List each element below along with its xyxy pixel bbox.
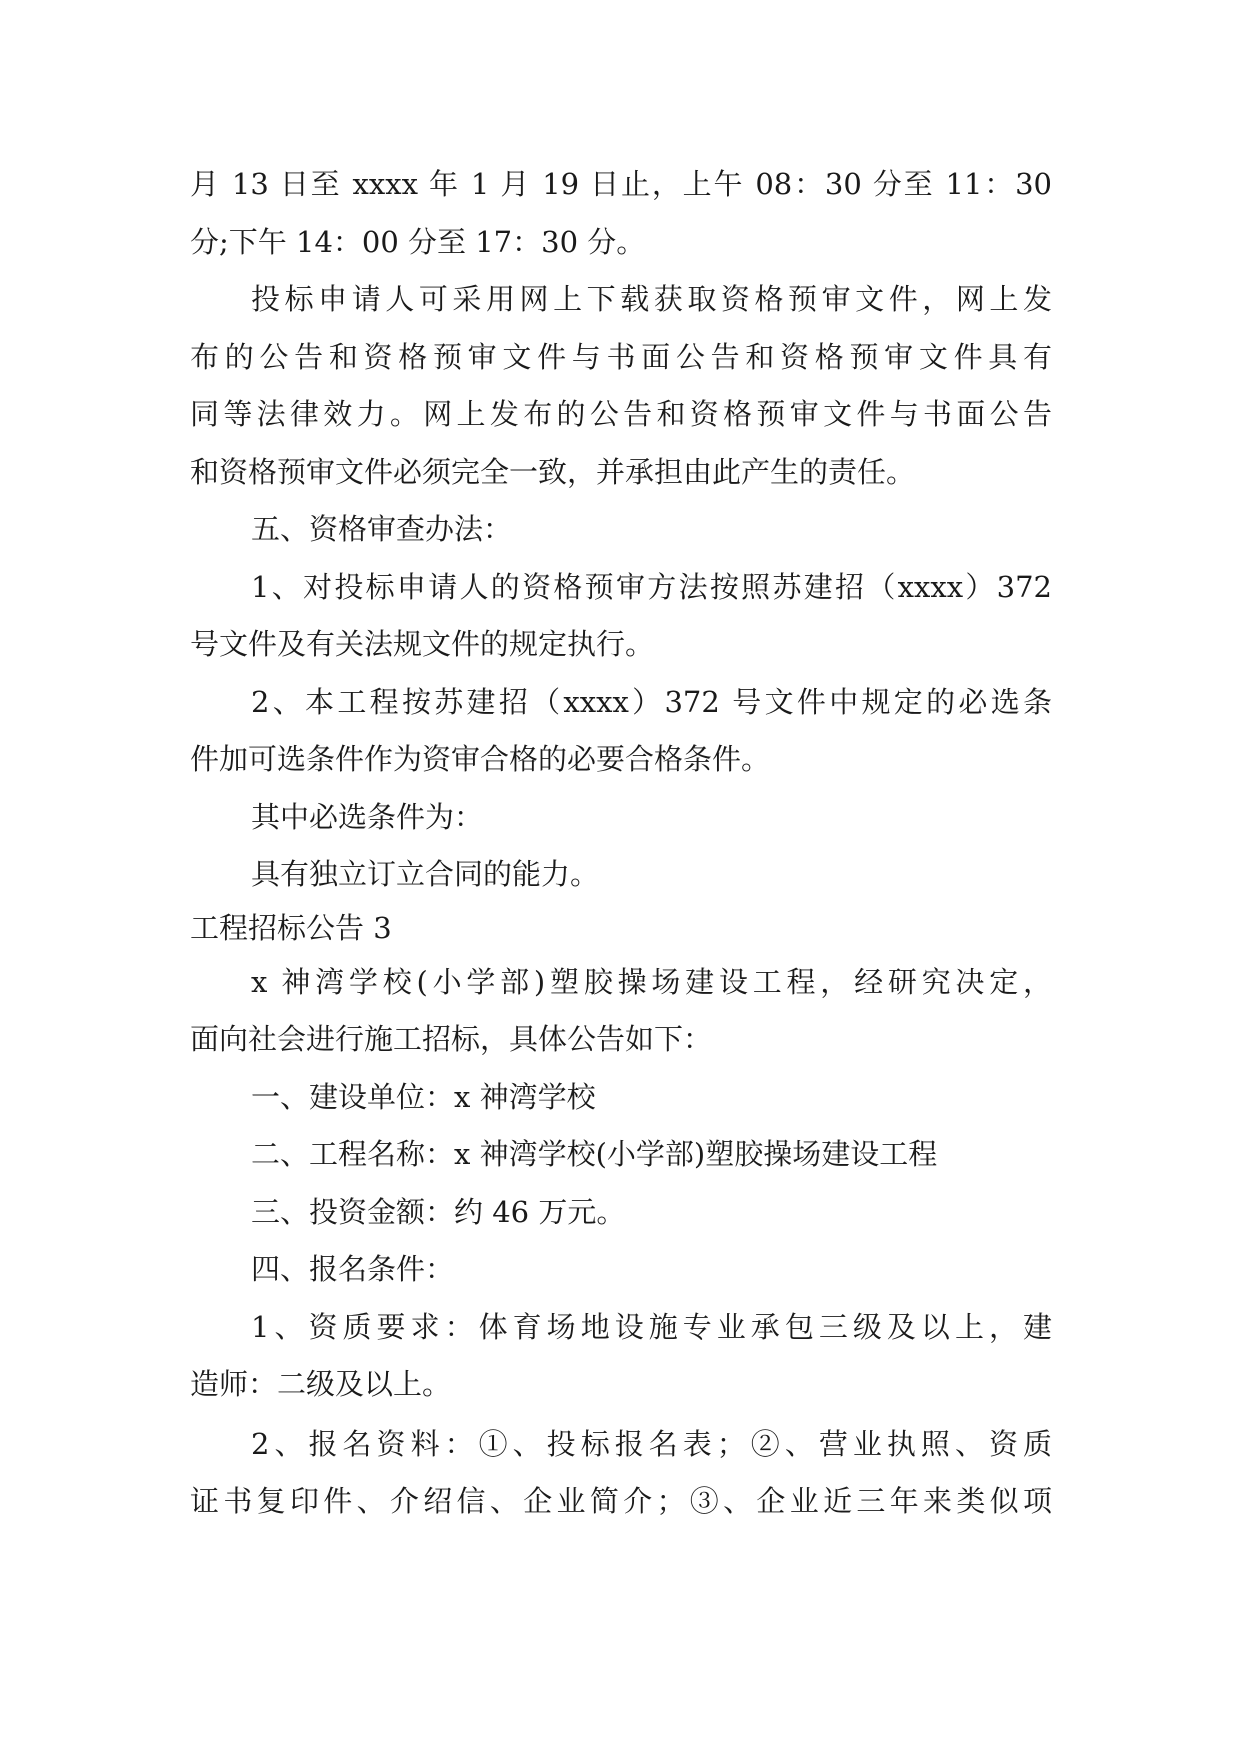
section-heading: 五、资格审查办法： [251, 512, 513, 546]
document-title: 工程招标公告 3 [190, 911, 392, 945]
text-line: 其中必选条件为： [251, 800, 484, 834]
text-line: 三、投资金额：约 46 万元。 [251, 1195, 626, 1229]
text-line: 和资格预审文件必须完全一致，并承担由此产生的责任。 [190, 455, 916, 489]
text-line: 同等法律效力。网上发布的公告和资格预审文件与书面公告 [190, 397, 1052, 431]
text-line: 1、资质要求：体育场地设施专业承包三级及以上，建 [251, 1310, 1052, 1344]
text-line: 件加可选条件作为资审合格的必要合格条件。 [190, 742, 771, 776]
text-line: 具有独立订立合同的能力。 [251, 857, 600, 891]
text-line: 证书复印件、介绍信、企业简介；③、企业近三年来类似项 [190, 1484, 1052, 1518]
section-heading: 四、报名条件： [251, 1252, 455, 1286]
text-line: 1、对投标申请人的资格预审方法按照苏建招（xxxx）372 [251, 570, 1052, 604]
text-line: 一、建设单位：x 神湾学校 [251, 1080, 596, 1114]
text-line: 造师：二级及以上。 [190, 1367, 452, 1401]
text-line: 二、工程名称：x 神湾学校(小学部)塑胶操场建设工程 [251, 1137, 938, 1171]
text-line: 分;下午 14：00 分至 17：30 分。 [190, 225, 646, 259]
text-line: 布的公告和资格预审文件与书面公告和资格预审文件具有 [190, 340, 1052, 374]
text-line: 2、报名资料：①、投标报名表；②、营业执照、资质 [251, 1427, 1052, 1461]
text-line: 月 13 日至 xxxx 年 1 月 19 日止，上午 08：30 分至 11：30 [190, 167, 1052, 201]
text-line: x 神湾学校(小学部)塑胶操场建设工程，经研究决定， [251, 965, 1052, 999]
text-line: 投标申请人可采用网上下载获取资格预审文件，网上发 [251, 282, 1052, 316]
text-line: 号文件及有关法规文件的规定执行。 [190, 627, 655, 661]
text-line: 面向社会进行施工招标，具体公告如下： [190, 1022, 713, 1056]
text-line: 2、本工程按苏建招（xxxx）372 号文件中规定的必选条 [251, 685, 1052, 719]
